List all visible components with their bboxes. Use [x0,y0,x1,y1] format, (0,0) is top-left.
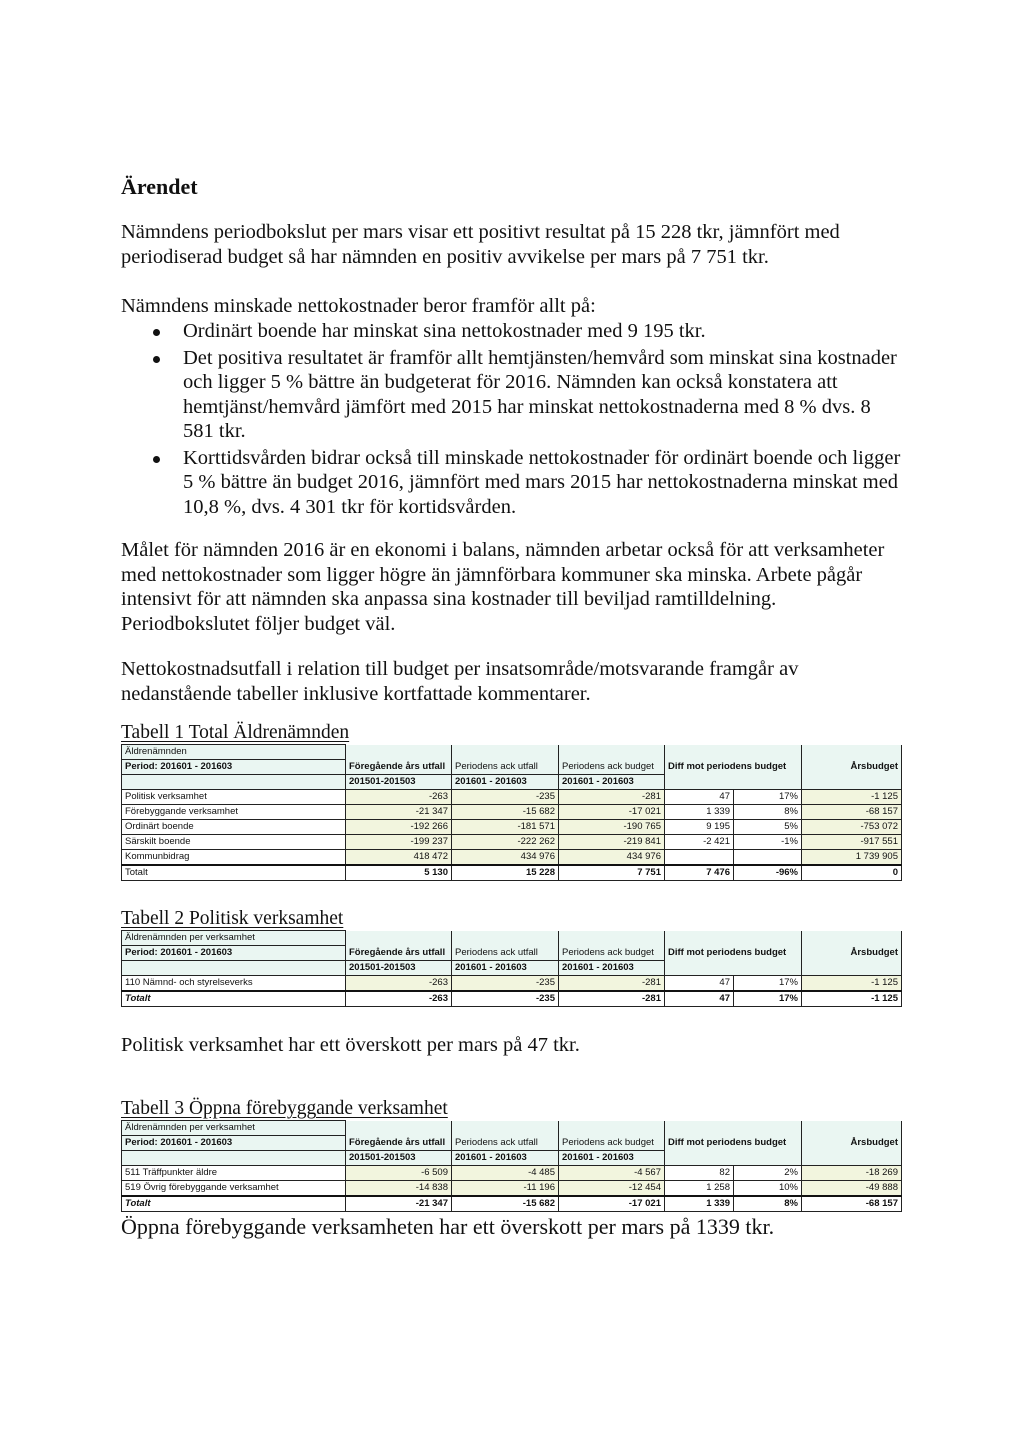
table2-comment: Politisk verksamhet har ett överskott per mars på 47 tkr. [121,1034,580,1056]
col-actual-period: 201601 - 201603 [452,775,559,790]
table-row: 511 Träffpunkter äldre -6 509 -4 485 -4 567 82 2% -18 269 [122,1166,902,1181]
table2-period: Period: 201601 - 201603 [122,946,346,961]
table-row: Politisk verksamhet -263 -235 -281 47 17% -1 125 [122,790,902,805]
paragraph-tables-intro: Nettokostnadsutfall i relation till budget per insatsområde/motsvarande framgår av nedanstående tabeller inklusive kortfattade kommentarer. [121,658,799,705]
table3-period: Period: 201601 - 201603 [122,1136,346,1151]
list-item: Ordinärt boende har minskat sina nettokostnader med 9 195 tkr. [121,319,901,344]
list-item: Det positiva resultatet är framför allt hemtjänsten/hemvård som minskat sina kostnader och ligger 5 % bättre än budgeterat för 2016. Nämnden kan också konstatera att hemtjänst/hemvård jämfört med 2015 har minskat nettokostnaderna med 8 % dvs. 8 581 tkr. [121,346,901,444]
table3-comment: Öppna förebyggande verksamheten har ett överskott per mars på 1339 tkr. [121,1214,775,1239]
col-annual: Årsbudget [802,760,902,775]
col-budget-period: 201601 - 201603 [559,775,665,790]
table-total-row: Totalt -21 347 -15 682 -17 021 1 339 8% -68 157 [122,1196,902,1212]
col-prev-period: 201501-201503 [346,775,452,790]
table1 [121,744,902,881]
table3: Äldrenämnden per verksamhet Period: 201601 - 201603 Föregående års utfall Periodens ack utfall Periodens ack budget Diff mot periodens budget Årsbudget 201501-201503 201601 - 201603 201601 - 201603 511 Träffpunkter äldre -6 509 -4 485 -4 567 82 2% -18 269 519 Övrig förebyggande verksamhet -14 838 -11 196 -12 454 1 258 10% -49 888 Totalt -21 347 -15 682 -17 021 1 339 8% -68 157 [121,1120,902,1212]
table2-caption: Tabell 2 Politisk verksamhet [121,908,344,929]
table-total-row: Totalt -263 -235 -281 47 17% -1 125 [122,991,902,1007]
col-period-actual: Periodens ack utfall [452,760,559,775]
table3-caption: Tabell 3 Öppna förebyggande verksamhet [121,1098,448,1119]
section-heading: Ärendet [121,174,198,199]
table-row: 519 Övrig förebyggande verksamhet -14 838 -11 196 -12 454 1 258 10% -49 888 [122,1181,902,1197]
table-row: Kommunbidrag 418 472 434 976 434 976 1 739 905 [122,850,902,866]
list-item: Korttidsvården bidrar också till minskade nettokostnader för ordinärt boende och ligger 5 % bättre än budget 2016, jämnfört med mars 2015 har nettokostnaderna minskat med 10,8 %, dvs. 4 301 tkr för kortidsvården. [121,446,901,520]
reasons-list [121,319,901,521]
col-diff: Diff mot periodens budget [665,760,802,775]
table2-org: Äldrenämnden per verksamhet [122,931,346,946]
table-row: Särskilt boende -199 237 -222 262 -219 841 -2 421 -1% -917 551 [122,835,902,850]
table3-org: Äldrenämnden per verksamhet [122,1121,346,1136]
col-period-budget: Periodens ack budget [559,760,665,775]
table1-caption: Tabell 1 Total Äldrenämnden [121,722,350,743]
table-row: Ordinärt boende -192 266 -181 571 -190 765 9 195 5% -753 072 [122,820,902,835]
col-prev-year: Föregående års utfall [346,760,452,775]
table1-org: Äldrenämnden [122,745,346,760]
paragraph-reasons-intro: Nämndens minskade nettokostnader beror framför allt på: [121,295,596,317]
table-total-row: Totalt 5 130 15 228 7 751 7 476 -96% 0 [122,865,902,881]
table-row: Förebyggande verksamhet -21 347 -15 682 -17 021 1 339 8% -68 157 [122,805,902,820]
paragraph-goal: Målet för nämnden 2016 är en ekonomi i balans, nämnden arbetar också för att verksamheter med nettokostnader som ligger högre än jämnförbara kommuner ska minska. Arbete pågår intensivt för att nämnden ska anpassa sina kostnader till beviljad ramtilldelning. Periodbokslutet följer budget väl. [121,539,885,635]
table1-period: Period: 201601 - 201603 [122,760,346,775]
paragraph-result: Nämndens periodbokslut per mars visar ett positivt resultat på 15 228 tkr, jämnfört med periodiserad budget så har nämnden en positiv avvikelse per mars på 7 751 tkr. [121,221,840,268]
table-row: 110 Nämnd- och styrelseverks -263 -235 -281 47 17% -1 125 [122,976,902,992]
table2: Äldrenämnden per verksamhet Period: 201601 - 201603 Föregående års utfall Periodens ack utfall Periodens ack budget Diff mot periodens budget Årsbudget 201501-201503 201601 - 201603 201601 - 201603 110 Nämnd- och styrelseverks -263 -235 -281 47 17% -1 125 Totalt -263 -235 -281 47 17% -1 125 [121,930,902,1007]
